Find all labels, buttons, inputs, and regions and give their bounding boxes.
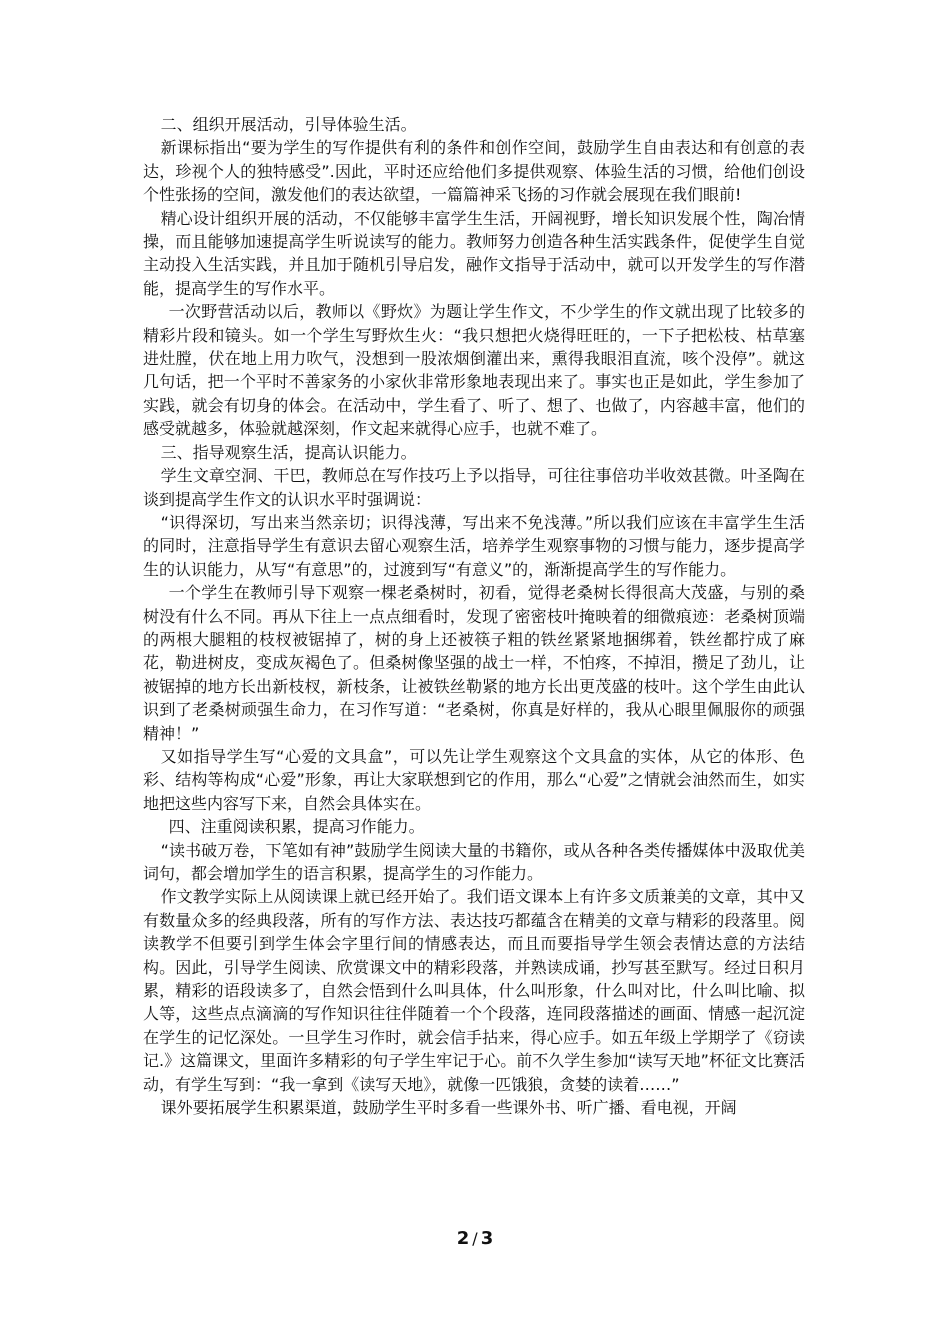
quote-paragraph: “识得深切，写出来当然亲切；识得浅薄，写出来不免浅薄。”所以我们应该在丰富学生生活的同时，注意指导学生有意识去留心观察生活，培养学生观察事物的习惯与能力，逐步提高学生的认识能力，从写“有意思”的，过渡到写“有意义”的，渐渐提高学生的写作能力。 — [143, 512, 805, 579]
document-body — [143, 113, 805, 1119]
paragraph: 一个学生在教师引导下观察一棵老桑树时，初看，觉得老桑树长得很高大茂盛，与别的桑树没有什么不同。再从下往上一点点细看时，发现了密密枝叶掩映着的细微痕迹：老桑树顶端的两根大腿粗的枝杈被锯掉了，树的身上还被筷子粗的铁丝紧紧地捆绑着，铁丝都拧成了麻花，勒进树皮，变成灰褐色了。但桑树像坚强的战士一样，不怕疼，不掉泪，攒足了劲儿，让被锯掉的地方长出新枝杈，新枝条，让被铁丝勒紧的地方长出更茂盛的枝叶。这个学生由此认识到了老桑树顽强生命力，在习作写道：“老桑树，你真是好样的，我从心眼里佩服你的顽强精神！” — [143, 583, 805, 743]
page-number — [0, 1228, 950, 1249]
paragraph: 又如指导学生写“心爱的文具盒”，可以先让学生观察这个文具盒的实体，从它的体形、色彩、结构等构成“心爱”形象，再让大家联想到它的作用，那么“心爱”之情就会油然而生，如实地把这些内容写下来，自然会具体实在。 — [143, 746, 805, 813]
section-heading-3: 三、指导观察生活，提高认识能力。 — [160, 442, 417, 462]
paragraph: 作文教学实际上从阅读课上就已经开始了。我们语文课本上有许多文质兼美的文章，其中又有数量众多的经典段落，所有的写作方法、表达技巧都蕴含在精美的文章与精彩的段落里。阅读教学不但要引到学生体会字里行间的情感表达，而且而要指导学生领会表情达意的方法结构。因此，引导学生阅读、欣赏课文中的精彩段落，并熟读成诵，抄写甚至默写。经过日积月累，精彩的语段读多了，自然会悟到什么叫具体，什么叫形象，什么叫对比，什么叫比喻、拟人等，这些点点滴滴的写作知识往往伴随着一个个段落，连同段落描述的画面、情感一起沉淀在学生的记忆深处。一旦学生习作时，就会信手拈来，得心应手。如五年级上学期学了《窃读记.》这篇课文，里面许多精彩的句子学生牢记于心。前不久学生参加“读写天地”杯征文比赛活动，有学生写到：“我一拿到《读写天地》，就像一匹饿狼，贪婪的读着……” — [143, 887, 805, 1094]
paragraph: 新课标指出“要为学生的写作提供有利的条件和创作空间，鼓励学生自由表达和有创意的表达，珍视个人的独特感受”.因此，平时还应给他们多提供观察、体验生活的习惯，给他们创设个性张扬的空间，激发他们的表达欲望，一篇篇神采飞扬的习作就会展现在我们眼前! — [143, 138, 805, 205]
section-heading-2: 二、组织开展活动，引导体验生活。 — [160, 115, 417, 134]
paragraph: “读书破万卷，下笔如有神”鼓励学生阅读大量的书籍你，或从各种各类传播媒体中汲取优美词句，都会增加学生的语言积累，提高学生的习作能力。 — [143, 840, 805, 883]
section-heading-4: 四、注重阅读积累，提高习作能力。 — [168, 817, 425, 837]
current-page-number: 2 — [456, 1228, 470, 1249]
paragraph: 一次野营活动以后，教师以《野炊》为题让学生作文，不少学生的作文就出现了比较多的精彩片段和镜头。如一个学生写野炊生火：“我只想把火烧得旺旺的，一下子把松枝、枯草塞进灶膛，伏在地上用力吹气，没想到一股浓烟倒灌出来，熏得我眼泪直流，咳个没停”。就这几句话，把一个平时不善家务的小家伙非常形象地表现出来了。事实也正是如此，学生参加了实践，就会有切身的体会。在活动中，学生看了、听了、想了、也做了，内容越丰富，他们的感受就越多，体验就越深刻，作文起来就得心应手，也就不难了。 — [143, 302, 805, 439]
paragraph: 学生文章空洞、干巴，教师总在写作技巧上予以指导，可往往事倍功半收效甚微。叶圣陶在谈到提高学生作文的认识水平时强调说： — [143, 466, 805, 509]
paragraph: 课外要拓展学生积累渠道，鼓励学生平时多看一些课外书、听广播、看电视，开阔 — [160, 1098, 737, 1118]
page-separator: / — [472, 1229, 478, 1248]
paragraph: 精心设计组织开展的活动，不仅能够丰富学生生活，开阔视野，增长知识发展个性，陶冶情操，而且能够加速提高学生听说读写的能力。教师努力创造各种生活实践条件，促使学生自觉主动投入生活实践，并且加于随机引导启发，融作文指导于活动中，就可以开发学生的写作潜能，提高学生的写作水平。 — [143, 208, 805, 298]
total-pages-number: 3 — [480, 1228, 494, 1249]
